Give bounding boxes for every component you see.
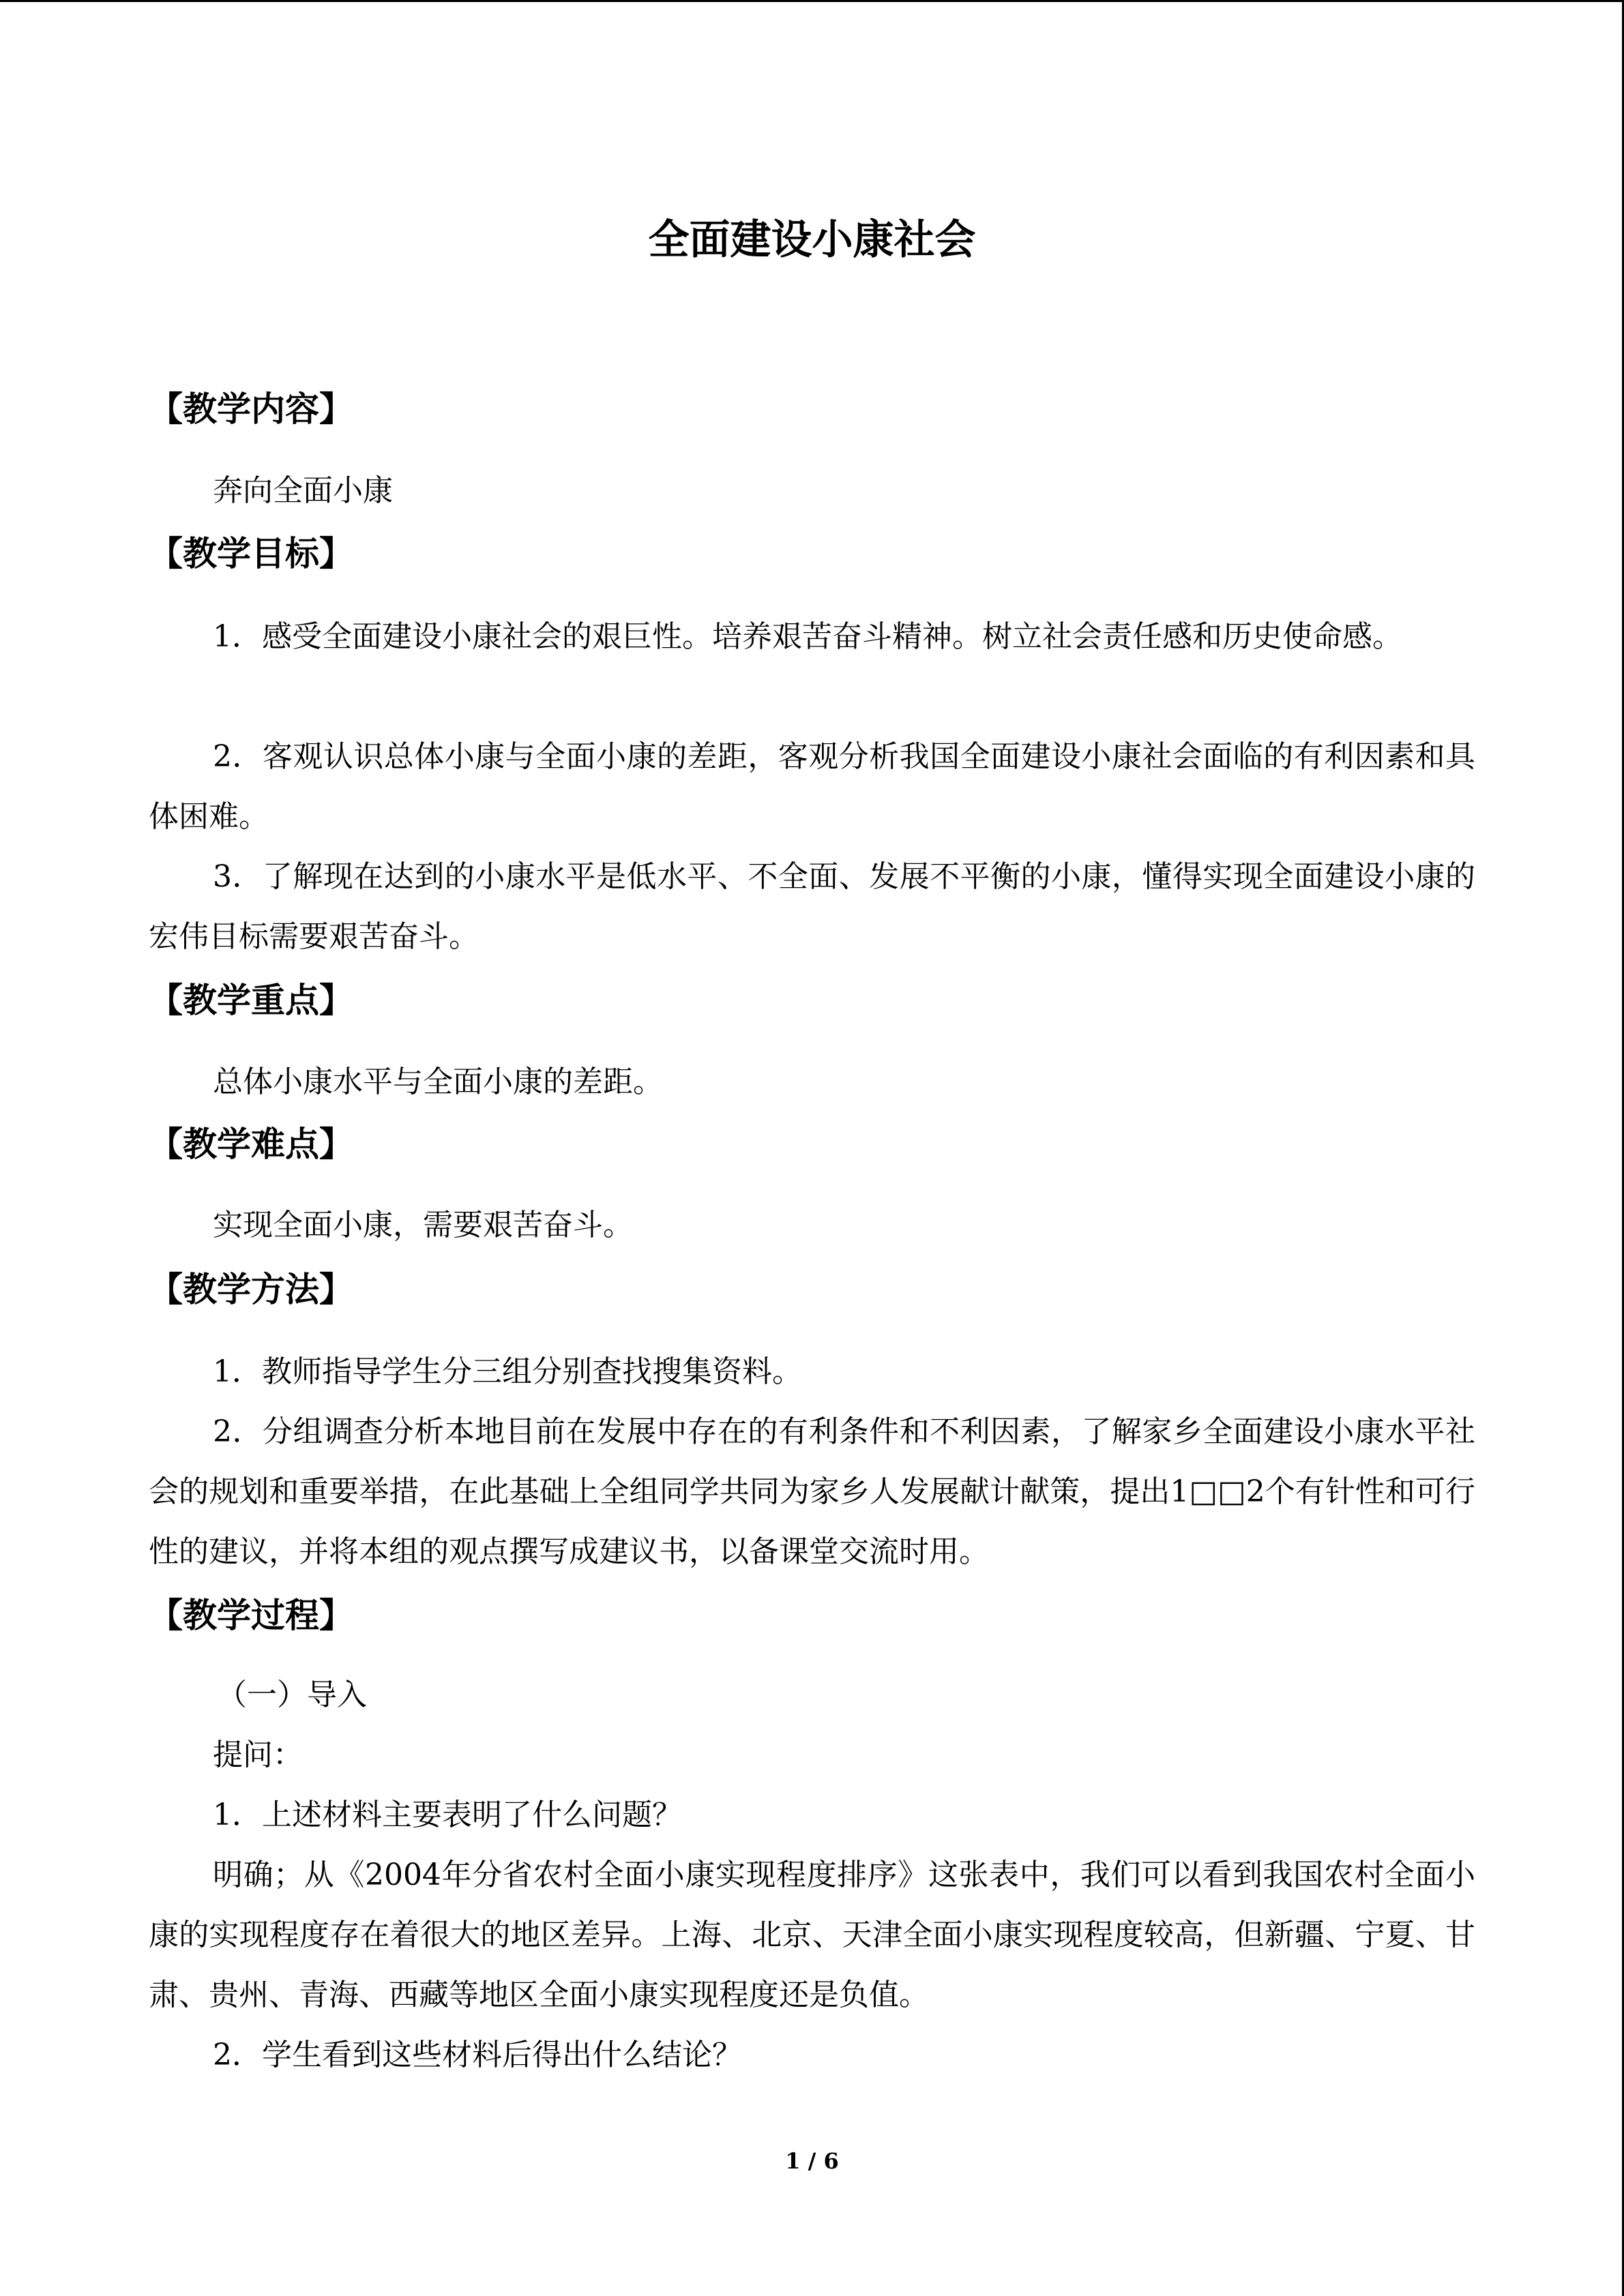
heading-difficulties: 【教学难点】 <box>149 1124 353 1164</box>
goals-paragraph-2: 2．客观认识总体小康与全面小康的差距，客观分析我国全面建设小康社会面临的有利因素和具体困难。 <box>149 739 1475 834</box>
process-paragraph-1: （一）导入 <box>217 1678 367 1712</box>
process-paragraph-3: 1．上述材料主要表明了什么问题？ <box>213 1798 682 1832</box>
heading-teaching-goals: 【教学目标】 <box>149 534 353 573</box>
process-paragraph-2: 提问： <box>213 1738 303 1772</box>
methods-paragraph-1: 1．教师指导学生分三组分别查找搜集资料。 <box>213 1354 802 1389</box>
heading-teaching-content: 【教学内容】 <box>149 389 353 429</box>
methods-paragraph-2: 2．分组调查分析本地目前在发展中存在的有利条件和不利因素，了解家乡全面建设小康水平社会的规划和重要举措，在此基础上全组同学共同为家乡人发展献计献策，提出1□□2个有针性和可行性的建议，并将本组的观点撰写成建议书，以备课堂交流时用。 <box>149 1414 1475 1569</box>
goals-paragraph-1: 1．感受全面建设小康社会的艰巨性。培养艰苦奋斗精神。树立社会责任感和历史使命感。 <box>213 619 1402 654</box>
process-paragraph-5: 2．学生看到这些材料后得出什么结论？ <box>213 2038 742 2072</box>
difficulties-paragraph-1: 实现全面小康，需要艰苦奋斗。 <box>213 1208 633 1242</box>
heading-process: 【教学过程】 <box>149 1596 353 1635</box>
page-number: 1 / 6 <box>785 2148 839 2174</box>
process-paragraph-4: 明确；从《2004年分省农村全面小康实现程度排序》这张表中，我们可以看到我国农村全面小康的实现程度存在着很大的地区差异。上海、北京、天津全面小康实现程度较高，但新疆、宁夏、甘肃、贵州、青海、西藏等地区全面小康实现程度还是负值。 <box>149 1858 1475 2012</box>
key-points-paragraph-1: 总体小康水平与全面小康的差距。 <box>213 1064 663 1099</box>
content-paragraph-1: 奔向全面小康 <box>213 473 393 508</box>
heading-key-points: 【教学重点】 <box>149 981 353 1020</box>
document-title: 全面建设小康社会 <box>648 216 976 264</box>
goals-paragraph-3: 3．了解现在达到的小康水平是低水平、不全面、发展不平衡的小康，懂得实现全面建设小康的宏伟目标需要艰苦奋斗。 <box>149 859 1475 954</box>
heading-methods: 【教学方法】 <box>149 1270 353 1309</box>
